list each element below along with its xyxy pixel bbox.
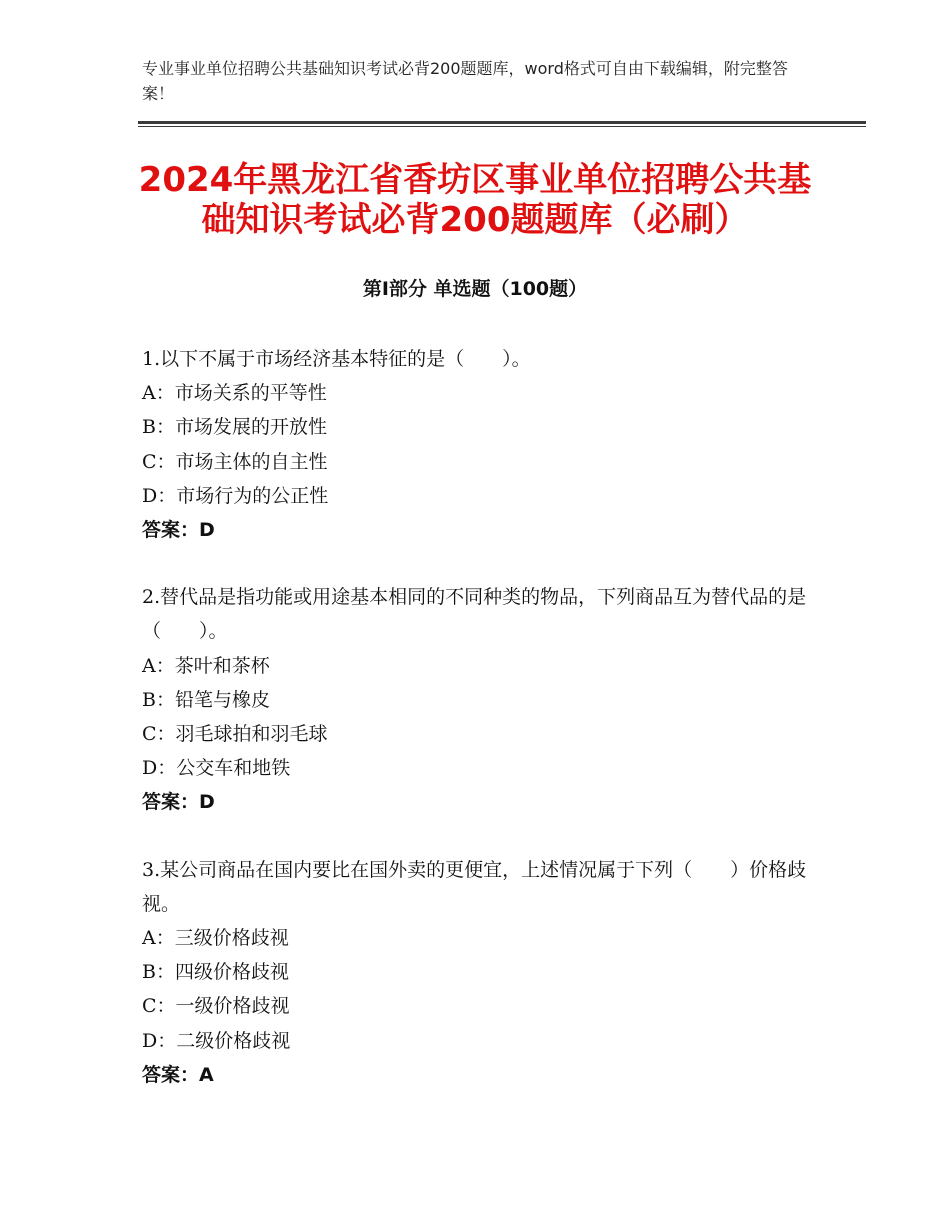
option-b: B：四级价格歧视	[142, 961, 289, 984]
option-a: A：三级价格歧视	[142, 927, 289, 950]
document-title: 2024年黑龙江省香坊区事业单位招聘公共基础知识考试必背200题题库（必刷）	[138, 160, 812, 240]
option-b: B：市场发展的开放性	[142, 416, 327, 439]
option-d: D：公交车和地铁	[142, 757, 291, 780]
question-stem: 1.以下不属于市场经济基本特征的是（ ）。	[142, 348, 531, 370]
header-rule-thick	[138, 121, 866, 124]
question-list	[142, 342, 822, 1125]
answer-line: 答案：A	[142, 1063, 214, 1086]
option-a: A：茶叶和茶杯	[142, 654, 270, 677]
question-3	[142, 853, 822, 1092]
option-d: D：二级价格歧视	[142, 1029, 291, 1052]
question-1	[142, 342, 822, 547]
option-d: D：市场行为的公正性	[142, 484, 329, 507]
option-b: B：铅笔与橡皮	[142, 688, 270, 711]
option-c: C：一级价格歧视	[142, 995, 290, 1018]
option-a: A：市场关系的平等性	[142, 382, 327, 405]
option-c: C：羽毛球拍和羽毛球	[142, 723, 328, 746]
section-heading: 第Ⅰ部分 单选题（100题）	[362, 278, 588, 300]
header-note: 专业事业单位招聘公共基础知识考试必背200题题库，word格式可自由下载编辑，附完整答案！	[142, 59, 788, 103]
answer-line: 答案：D	[142, 791, 215, 814]
question-stem: 3.某公司商品在国内要比在国外卖的更便宜，上述情况属于下列（ ）价格歧视。	[142, 858, 807, 915]
option-c: C：市场主体的自主性	[142, 450, 328, 473]
header-rule-thin	[138, 126, 866, 127]
question-stem: 2.替代品是指功能或用途基本相同的不同种类的物品，下列商品互为替代品的是（ ）。	[142, 586, 807, 643]
answer-line: 答案：D	[142, 519, 215, 542]
question-2	[142, 580, 822, 819]
